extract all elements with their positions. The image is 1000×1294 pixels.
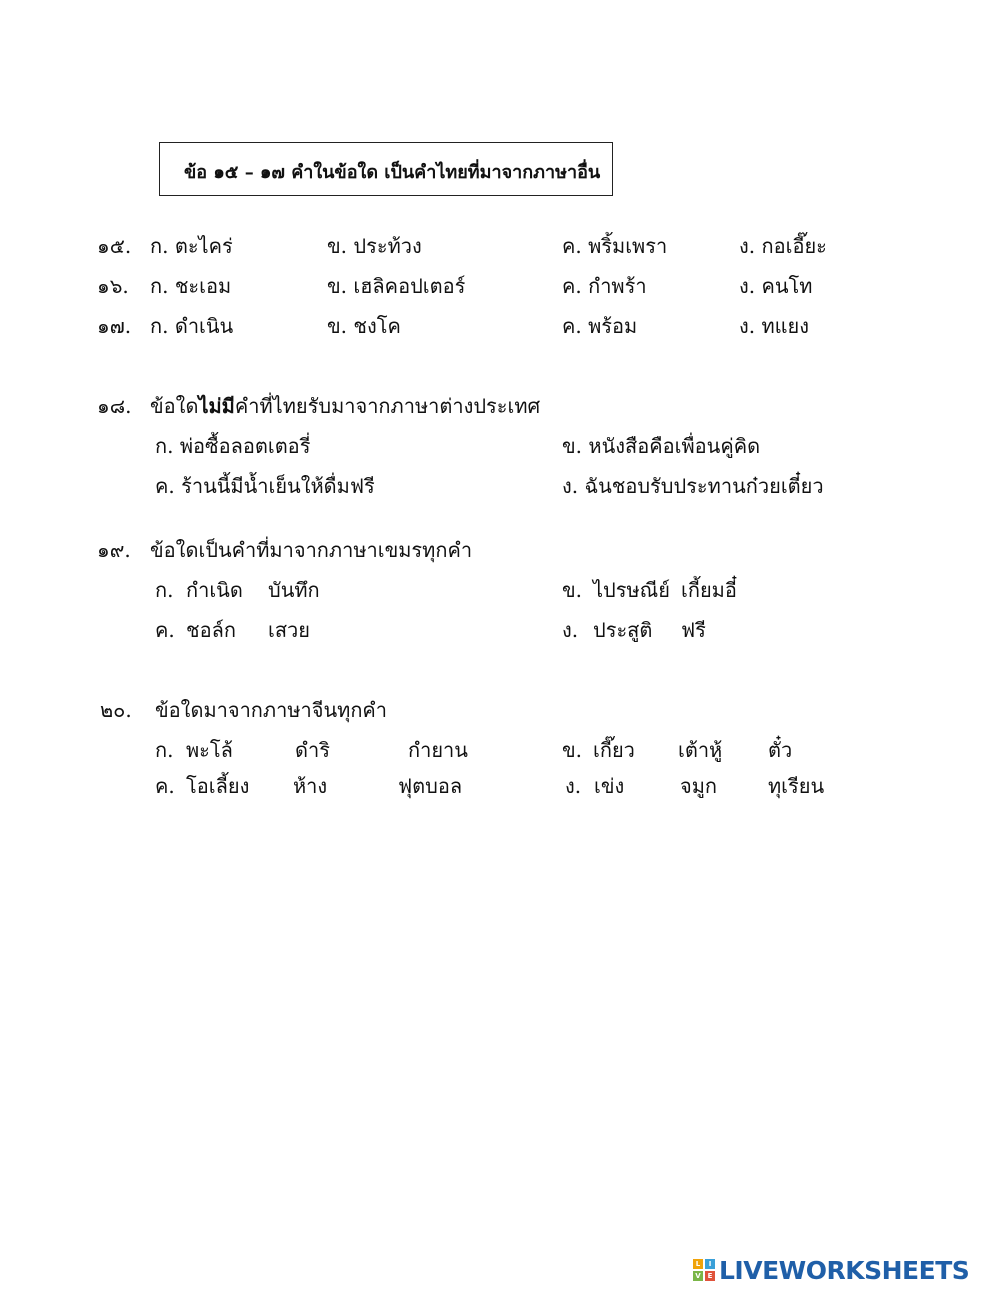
q18-stem-bold: ไม่มี	[198, 394, 235, 418]
q19-option-a-word: บันทึก	[268, 578, 320, 602]
q20-option-d-word: จมูก	[680, 774, 718, 798]
q20-number: ๒๐.	[100, 698, 132, 722]
q19-option-a-word: กำเนิด	[186, 578, 243, 602]
q19-option-d-label[interactable]: ง.	[562, 618, 579, 642]
q20-option-d-word: ทุเรียน	[768, 774, 825, 798]
q17-option-d[interactable]: ง. ทแยง	[739, 314, 810, 338]
q16-option-d[interactable]: ง. คนโท	[739, 274, 813, 298]
q20-stem: ข้อใดมาจากภาษาจีนทุกคำ	[155, 698, 388, 722]
header-box	[159, 142, 613, 196]
logo-mark-letter: V	[693, 1271, 703, 1281]
q15-option-c[interactable]: ค. พริ้มเพรา	[562, 234, 668, 258]
q18-option-b[interactable]: ข. หนังสือคือเพื่อนคู่คิด	[562, 434, 761, 458]
q17-option-b[interactable]: ข. ชงโค	[327, 314, 401, 338]
q16-option-a[interactable]: ก. ชะเอม	[150, 274, 232, 298]
logo-mark-letter: E	[705, 1271, 715, 1281]
q18-number: ๑๘.	[97, 394, 132, 418]
q20-option-a-word: ดำริ	[295, 738, 330, 762]
q20-option-a-word: พะโล้	[186, 738, 233, 762]
q19-option-d-word: ประสูติ	[593, 618, 653, 642]
q19-option-d-word: ฟรี	[681, 618, 706, 642]
q19-stem: ข้อใดเป็นคำที่มาจากภาษาเขมรทุกคำ	[150, 538, 473, 562]
q18-stem-pre: ข้อใด	[150, 394, 199, 418]
q20-option-c-label[interactable]: ค.	[155, 774, 175, 798]
logo-text: LIVEWORKSHEETS	[719, 1255, 970, 1285]
q19-option-c-word: ชอล์ก	[186, 618, 236, 642]
q17-option-a[interactable]: ก. ดำเนิน	[150, 314, 234, 338]
q20-option-b-word: ตั๋ว	[768, 738, 793, 762]
q19-number: ๑๙.	[97, 538, 131, 562]
q19-option-b-word: เกี้ยมอี๋	[681, 578, 737, 602]
q20-option-b-label[interactable]: ข.	[562, 738, 583, 762]
q15-option-a[interactable]: ก. ตะไคร่	[150, 234, 233, 258]
q18-option-d[interactable]: ง. ฉันชอบรับประทานก๋วยเตี๋ยว	[562, 474, 824, 498]
q17-option-c[interactable]: ค. พร้อม	[562, 314, 638, 338]
logo-mark-letter: L	[693, 1259, 703, 1269]
liveworksheets-logo[interactable]	[693, 1254, 969, 1286]
q20-option-d-label[interactable]: ง.	[565, 774, 582, 798]
header-title: ข้อ ๑๕ – ๑๗ คำในข้อใด เป็นคำไทยที่มาจากภาษาอื่น	[184, 162, 601, 183]
q20-option-c-word: ฟุตบอล	[398, 774, 463, 798]
q19-option-c-label[interactable]: ค.	[155, 618, 175, 642]
q19-option-b-word: ไปรษณีย์	[593, 578, 670, 602]
q20-option-d-word: เข่ง	[594, 774, 625, 798]
q19-option-a-label[interactable]: ก.	[155, 578, 174, 602]
logo-mark-letter: I	[705, 1259, 715, 1269]
q15-option-d[interactable]: ง. กอเอี๊ยะ	[739, 234, 827, 258]
q18-option-a[interactable]: ก. พ่อซื้อลอตเตอรี่	[155, 434, 311, 458]
q16-number: ๑๖.	[97, 274, 129, 298]
q20-option-a-label[interactable]: ก.	[155, 738, 174, 762]
q19-option-b-label[interactable]: ข.	[562, 578, 583, 602]
q16-option-b[interactable]: ข. เฮลิคอปเตอร์	[327, 274, 466, 298]
q18-stem-post: คำที่ไทยรับมาจากภาษาต่างประเทศ	[234, 394, 541, 418]
q20-option-b-word: เกี๊ยว	[593, 738, 635, 762]
q20-option-c-word: ห้าง	[293, 774, 328, 798]
q19-option-c-word: เสวย	[268, 618, 310, 642]
q18-stem	[150, 394, 540, 418]
q20-option-b-word: เต้าหู้	[678, 738, 723, 762]
q18-option-c[interactable]: ค. ร้านนี้มีน้ำเย็นให้ดื่มฟรี	[155, 474, 375, 498]
q20-option-a-word: กำยาน	[408, 738, 468, 762]
q15-number: ๑๕.	[97, 234, 132, 258]
q16-option-c[interactable]: ค. กำพร้า	[562, 274, 647, 298]
q17-number: ๑๗.	[97, 314, 132, 338]
q15-option-b[interactable]: ข. ประท้วง	[327, 234, 422, 258]
q20-option-c-word: โอเลี้ยง	[186, 774, 250, 798]
logo-mark-icon	[693, 1259, 715, 1281]
